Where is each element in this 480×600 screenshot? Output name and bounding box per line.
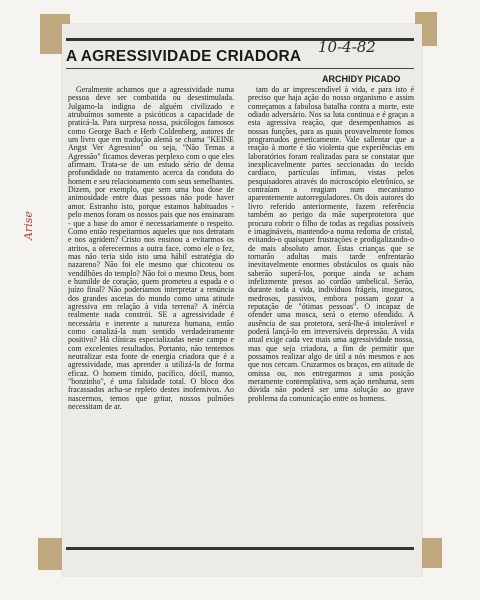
article-column-2 bbox=[248, 86, 414, 544]
bottom-rule bbox=[66, 547, 414, 550]
column-text: Geralmente achamos que a agressividade numa pessoa deve ser combatida ou desestimulada. Julgamo-la indigna de alguém civilizado e atrubuímos somente a psicóticos a capacidade de praticá-la. Para surpresa nossa, psicólogos famosos como George Bach e Herb Coldenberg, autores de um livro que em tradução alemã se chama "KEINE Angst Ver Agression" ou seja, "Não Temas a Agressão" ficamos deveras perplexo com o que eles afirmam. Trata-se de um estudo sério de densa profundidade no tratamento acerca da conduta do homem e seu relacionamento com seus semelhantes. Dizem, por exemplo, que sem uma boa dose de animosidade entre duas pessoas não pode haver amor. Estranho isto, porque estamos habituados - pelo menos foram os nossos pais que nos ensinaram - que a base do amor é necessariamente o respeito. Como então respeitarmos aqueles que nos detratam e nos agridem? Cristo nos ensinou a evitarmos os atritos, a oferecermos a outra face, como ele o fez, mas não teria sido isto uma hábil estratégia do nazareno? Não foi ele mesmo que chicoteou os vendilhões do templo? Não foi o mesmo Deus, bom e humilde de coração, quem prometeu a espada e o juízo final? Não poderíamos interpretar a renúncia dos grandes ascetas do mundo como uma atitude agressiva em relação à vida terrena? A inércia realmente nada constrói. SE a agressividade é necessária e inerente a natureza humana, então como canalizá-la num sentido verdadeiramente positivo? Há clínicas especializadas neste campo e com excelentes resultados. Portanto, não tentemos neutralizar esta fonte de energia criadora que é a agressividade, mas aprender a utilizá-la de forma eficaz. O homem tímido, pacífico, dócil, manso, "bonzinho", é uma falsidade total. O bloco dos fracassados acha-se repleto destes inofensivos. Ao nascermos, temos que gritar, nossos pulmões necessitam de ar. bbox=[68, 86, 234, 412]
article-column-1 bbox=[68, 86, 234, 544]
article-title: A AGRESSIVIDADE CRIADORA bbox=[66, 48, 302, 65]
margin-note: Arise bbox=[22, 211, 35, 240]
handwritten-date: 10-4-82 bbox=[318, 38, 376, 56]
author-byline: ARCHIDY PICADO bbox=[322, 74, 401, 84]
tape-strip bbox=[420, 538, 442, 568]
column-text: tam do ar imprescendível à vida, e para isto é preciso que haja ação do nosso organismo e assim começamos a fabulosa batalha contra a morte, este odiado adversário. Nos sa luta continua e é graças a esta agressiva reação, que desempenhamos as nossas funções, para as quais provavelmente fomos programados geneticamente. Vale sallentar que a reação à morte é tão violenta que experiências em laboratórios foram realizadas para se constatar que inexplicavelmente partes seccionadas do tecido cardíaco, partículas ínfimas, vistas pelos pesquisadores através do microscópio eletrônico, se contraíam a reagiam num mecanismo aparentemente autorreguladores. Os dois autores do livro referido anteriormente, fazem referência também ao perigo da mãe superprotetora que procura cobrir o filho de todas as regalias possíveis e imagináveis, mantendo-a numa redoma de cristal, evitando-o quaisquer frustrações e prodigalizando-o de mais absoluto amor. Estas crianças que se tornarão adultas mais tarde enfrentarão inevitavelmente enormes obstáculos os quais não saberão superá-los, porque ainda se acham infelizmente presos ao cordão umbelical. Serão, durante toda a vida, indivíduos frágeis, inseguros, medrosos, passivos, embora possam gozar a reputação de "ótimas pessoas". O incapaz de ofender uma mosca, será o eterno ofendido. A ausência de sua protetora, será-lhe-á intolerável e poderá lançá-lo em irreversíveis depressão. A vida atual exige cada vez mais uma agressividade nossa, mas que seja criadora, a fim de permitir que possamos realizar algo de útil a nós mesmos e aos que nos cercam. Cruzarmos os braços, em atitude de omissa ou, nos entregarmos a uma posição meramente contemplativa, sem ação nenhuma, sem dúvida não poderá ser uma solução ao grave problema da comunicação entre os homens. bbox=[248, 86, 414, 403]
byline-rule bbox=[66, 68, 414, 69]
